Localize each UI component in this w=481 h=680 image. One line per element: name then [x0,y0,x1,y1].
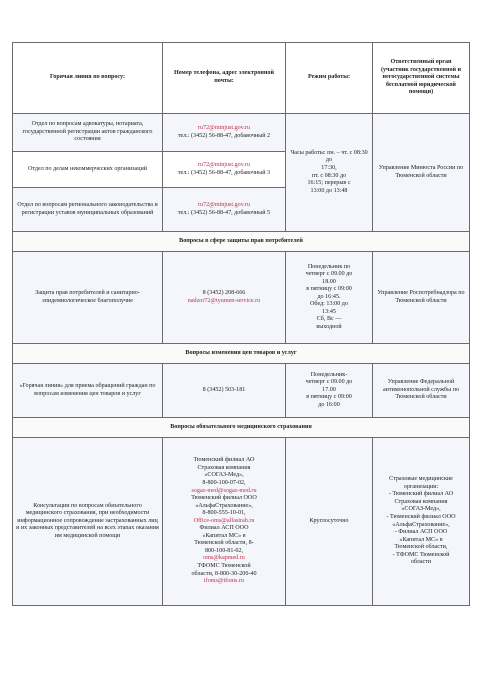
organization-cell: Управление Роспотребнадзора по Тюменской области [373,252,470,344]
contact-line: области, 8-800-30-200-40 [191,570,257,577]
header-organization: Ответственный орган (участник государственной и негосударственной системы бесплатной юридической помощи) [373,43,470,114]
section-title-consumer-rights: Вопросы в сфере защиты прав потребителей [13,232,470,252]
hours-line: 17:30, [321,164,337,171]
topic-cell: Защита прав потребителей и санитарно-эпидемиологическое благополучие [13,252,163,344]
section-title-medical-insurance: Вопросы обязательного медицинского страхования [13,418,470,438]
hours-line: 17.00 [322,386,336,393]
hours-line: пт. с 08:30 до [311,172,347,179]
email-link[interactable]: oms@kapmed.ru [203,555,245,562]
phone-text: 8 (3452) 503-181 [202,386,246,393]
contact-cell [163,252,286,344]
hours-line: до 16:45. [317,293,341,300]
contact-line: 8-800-555-10-01, [202,510,246,517]
hours-line: 16:15; перерыв с [307,180,351,187]
contact-cell [163,438,286,606]
hotline-table [12,42,470,606]
email-link[interactable]: ru72@minjust.gov.ru [198,124,250,131]
contact-line: 800-100-81-02, [204,547,244,554]
email-link[interactable]: nadzor72@tyumen-service.ru [187,297,261,304]
hours-line: 13:45 [322,308,336,315]
table-row [13,114,470,152]
contact-cell [163,152,286,188]
contact-line: Тюменской области, 8- [194,540,254,547]
header-contacts: Номер телефона, адрес электронной почты: [163,43,286,114]
org-line: организации: [403,483,439,490]
email-link[interactable]: ru72@minjust.gov.ru [198,161,250,168]
org-line: Страховые медицинские [389,476,453,483]
topic-cell: Консультации по вопросам обязательного медицинского страхования, при необходимости информационное сопровождение застрахованных лиц и их законных представителей на всех этапах оказания им медицинской помощи [13,438,163,606]
organization-cell [373,438,470,606]
hours-cell [286,364,373,418]
phone-text: тел.: (3452) 56-88-47, добавочный 5 [177,209,271,216]
phone-text: тел.: (3452) 56-88-47, добавочный 2 [177,132,271,139]
topic-cell: «Горячая линия» для приема обращений граждан по вопросам изменения цен товаров и услуг [13,364,163,418]
org-line: - Тюменский филиал АО [388,491,454,498]
hours-line: четверг с 09.00 до [305,379,353,386]
hours-cell: Круглосуточно [286,438,373,606]
org-line: «СОГАЗ-Мед», [401,506,441,513]
hours-line: четверг с 09.00 до [305,271,353,278]
email-link[interactable]: sogaz-med@sogaz-med.ru [191,487,257,494]
section-header-row [13,344,470,364]
section-header-row [13,232,470,252]
topic-cell: Отдел по делам некоммерческих организаций [13,152,163,188]
contact-line: Филиал АСП ООО [199,525,249,532]
hours-line: в пятницу с 09:00 [306,394,352,401]
contact-cell [163,114,286,152]
org-line: - Тюменский филиал ООО [386,513,456,520]
org-line: области [410,559,432,566]
contact-line: ТФОМС Тюменской [197,563,251,569]
topic-cell: Отдел по вопросам регионального законодательства и регистрации уставов муниципальных образований [13,188,163,232]
phone-text: тел.: (3452) 56-88-47, добавочный 3 [177,169,271,176]
org-line: «Капитал МС» в [399,536,443,543]
email-link[interactable]: ru72@minjust.gov.ru [198,201,250,208]
section-header-row [13,418,470,438]
hours-line: 13:00 до 13:48 [310,187,348,194]
hours-line: Понедельник по [307,263,351,270]
hours-line: до 16:00 [318,401,340,408]
organization-cell: Управление Федеральной антимонопольной службы по Тюменской области [373,364,470,418]
contact-line: Тюменский филиал АО [193,457,255,464]
hours-line: Понедельник- [310,371,348,378]
table-row [13,438,470,606]
header-topic: Горячая линия по вопросу: [13,43,163,114]
org-line: Тюменской области, [394,544,448,551]
topic-cell: Отдел по вопросам адвокатуры, нотариата, государственной регистрации актов гражданского состояния [13,114,163,152]
contact-line: «Капитал МС» в [202,532,246,539]
hours-line: Сб, Вс — [316,316,342,323]
phone-text: 8 (3452) 208-666 [202,289,246,296]
contact-line: 8-800-100-07-02, [202,479,246,486]
contact-cell [163,188,286,232]
contact-cell [163,364,286,418]
section-title-price-changes: Вопросы изменения цен товаров и услуг [13,344,470,364]
org-line: - ТФОМС Тюменской [392,551,450,558]
table-row [13,252,470,344]
hours-line: выходной [316,323,342,330]
hours-line: 18.00 [322,278,336,285]
hours-line: Обед: 13:00 до [310,301,348,308]
org-line: - Филиал АСП ООО [394,529,448,536]
table-row [13,364,470,418]
contact-line: Страховая компания [197,464,251,471]
email-link[interactable]: tfoms@tfoms.ru [204,578,244,585]
hours-line: Часы работы: пн. – чт. с 08:30 до [290,149,368,164]
hours-cell [286,114,373,232]
contact-line: Тюменский филиал ООО [191,495,257,502]
table-header-row [13,43,470,114]
header-hours: Режим работы: [286,43,373,114]
email-link[interactable]: Office-oms@alfastrah.ru [193,517,255,524]
org-line: «АльфаСтрахование», [392,521,450,528]
contact-line: «СОГАЗ-Мед», [204,472,244,479]
hours-cell [286,252,373,344]
hours-line: в пятницу с 09:00 [306,286,352,293]
contact-line: «АльфаСтрахование», [195,502,253,509]
org-line: Страховая компания [394,498,448,505]
organization-cell: Управление Минюста России по Тюменской области [373,114,470,232]
